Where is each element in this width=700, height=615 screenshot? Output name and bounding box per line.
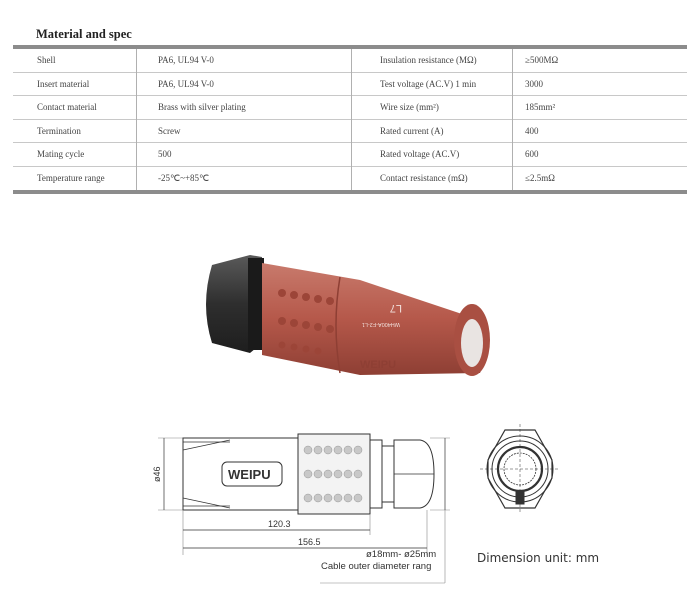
inner-length-label: 120.3 — [268, 519, 291, 529]
spec-value: ≥500MΩ — [525, 55, 559, 65]
spec-label: Mating cycle — [37, 149, 85, 159]
section-title: Material and spec — [36, 27, 132, 41]
spec-value: 400 — [525, 125, 539, 136]
spec-table — [13, 49, 687, 190]
table-row — [13, 96, 687, 120]
spec-label: Rated current (A) — [380, 125, 444, 136]
spec-value: PA6, UL94 V-0 — [158, 78, 214, 89]
column-divider — [351, 49, 352, 190]
table-row — [13, 73, 687, 97]
spec-value: 185mm² — [525, 102, 556, 112]
cable-caption-label: Cable outer diameter rang — [321, 561, 432, 572]
spec-value: 500 — [158, 149, 172, 159]
cable-gland-nut — [206, 255, 264, 353]
spec-label: Insulation resistance (MΩ) — [380, 55, 477, 65]
spec-value: ≤2.5mΩ — [525, 172, 555, 183]
spec-label: Wire size (mm²) — [380, 102, 439, 112]
table-row — [13, 143, 687, 167]
column-divider — [512, 49, 513, 190]
spec-value: 3000 — [525, 78, 543, 89]
table-row — [13, 49, 687, 73]
cable-range-label: ø18mm- ø25mm — [366, 549, 437, 560]
brand-embossing: WEIPU — [360, 359, 397, 371]
table-bottom-rule — [13, 190, 687, 194]
spec-label: Rated voltage (AC.V) — [380, 149, 460, 159]
spec-label: Contact material — [37, 102, 97, 112]
spec-label: Insert material — [37, 78, 90, 89]
spec-label: Test voltage (AC.V) 1 min — [380, 78, 477, 89]
dimension-unit-label: Dimension unit: mm — [477, 551, 600, 565]
spec-label: Temperature range — [37, 172, 105, 183]
column-divider — [136, 49, 137, 190]
part-number-label: WH400A-F2-L1 — [361, 321, 400, 327]
spec-value: -25℃~+85℃ — [158, 172, 210, 183]
spec-value: PA6, UL94 V-0 — [158, 55, 214, 65]
spec-label: Contact resistance (mΩ) — [380, 172, 468, 183]
marking-label: L7 — [389, 302, 402, 314]
connector-photo — [190, 225, 510, 390]
drawing-brand-label: WEIPU — [228, 467, 271, 482]
spec-label: Termination — [37, 125, 81, 136]
spec-value: Screw — [158, 125, 181, 136]
table-row — [13, 120, 687, 144]
table-row — [13, 167, 687, 191]
spec-label: Shell — [37, 55, 56, 65]
end-view-drawing — [470, 420, 570, 520]
diameter-label: ø46 — [152, 466, 162, 482]
spec-value: Brass with silver plating — [158, 102, 246, 112]
spec-value: 600 — [525, 149, 539, 159]
total-length-label: 156.5 — [298, 537, 321, 547]
